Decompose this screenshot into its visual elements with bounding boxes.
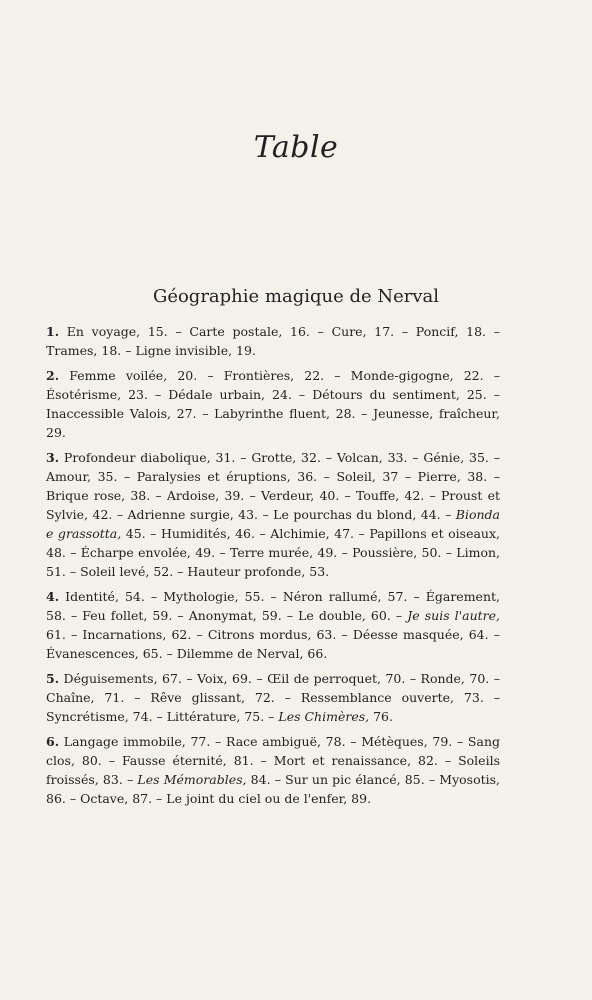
table-of-contents bbox=[46, 322, 500, 814]
section-title: Géographie magique de Nerval bbox=[152, 286, 440, 307]
toc-entry-1 bbox=[46, 322, 500, 360]
entry-text: En voyage, 15. – Carte postale, 16. – Cure, 17. – Poncif, 18. – Trames, 18. – Ligne invisible, 19. bbox=[46, 324, 500, 358]
toc-entry-2 bbox=[46, 366, 500, 442]
entry-text: 61. – Incarnations, 62. – Citrons mordus, 63. – Déesse masquée, 64. – Évanescences, 65. – Dilemme de Nerval, 66. bbox=[46, 627, 500, 661]
entry-number: 5. bbox=[46, 671, 60, 686]
entry-text: Profondeur diabolique, 31. – Grotte, 32. – Volcan, 33. – Génie, 35. – Amour, 35. – Paralysies et éruptions, 36. – Soleil, 37 – Pierre, 38. – Brique rose, 38. – Ardoise, 39. – Verdeur, 40. – Touffe, 42. – Proust et Sylvie, 42. – Adrienne surgie, 43. – Le pourchas du blond, 44. – bbox=[46, 450, 500, 522]
entry-text: 84. – Sur un pic élancé, 85. – Myosotis, 86. – Octave, 87. – Le joint du ciel ou de l'enfer, 89. bbox=[46, 772, 501, 806]
entry-italic-title: Bionda e grassotta, bbox=[46, 507, 500, 541]
entry-italic-title: Les Chimères, bbox=[278, 709, 370, 724]
page-title: Table bbox=[253, 130, 339, 165]
entry-number: 3. bbox=[46, 450, 60, 465]
entry-number: 6. bbox=[46, 734, 60, 749]
entry-text: 76. bbox=[369, 709, 393, 724]
entry-italic-title: Les Mémorables, bbox=[137, 772, 247, 787]
entry-text: 45. – Humidités, 46. – Alchimie, 47. – Papillons et oiseaux, 48. – Écharpe envolée, 49. – Terre murée, 49. – Poussière, 50. – Limon, 51. – Soleil levé, 52. – Hauteur profonde, 53. bbox=[46, 526, 500, 579]
entry-text: Femme voilée, 20. – Frontières, 22. – Monde-gigogne, 22. – Ésotérisme, 23. – Dédale urbain, 24. – Détours du sentiment, 25. – Inaccessible Valois, 27. – Labyrinthe fluent, 28. – Jeunesse, fraîcheur, 29. bbox=[46, 368, 500, 440]
toc-entry-5 bbox=[46, 669, 500, 726]
toc-entry-3 bbox=[46, 448, 500, 581]
toc-entry-4 bbox=[46, 587, 500, 663]
entry-text: Langage immobile, 77. – Race ambiguë, 78. – Métèques, 79. – Sang clos, 80. – Fausse éternité, 81. – Mort et renaissance, 82. – Soleils froissés, 83. – bbox=[46, 734, 500, 787]
entry-italic-title: Je suis l'autre, bbox=[407, 608, 500, 623]
entry-number: 4. bbox=[46, 589, 60, 604]
toc-entry-6 bbox=[46, 732, 500, 808]
entry-number: 2. bbox=[46, 368, 60, 383]
entry-number: 1. bbox=[46, 324, 60, 339]
entry-text: Identité, 54. – Mythologie, 55. – Néron rallumé, 57. – Égarement, 58. – Feu follet, 59. – Anonymat, 59. – Le double, 60. – bbox=[46, 589, 500, 623]
entry-text: Déguisements, 67. – Voix, 69. – Œil de perroquet, 70. – Ronde, 70. – Chaîne, 71. – Rêve glissant, 72. – Ressemblance ouverte, 73. – Syncrétisme, 74. – Littérature, 75. – bbox=[46, 671, 500, 724]
